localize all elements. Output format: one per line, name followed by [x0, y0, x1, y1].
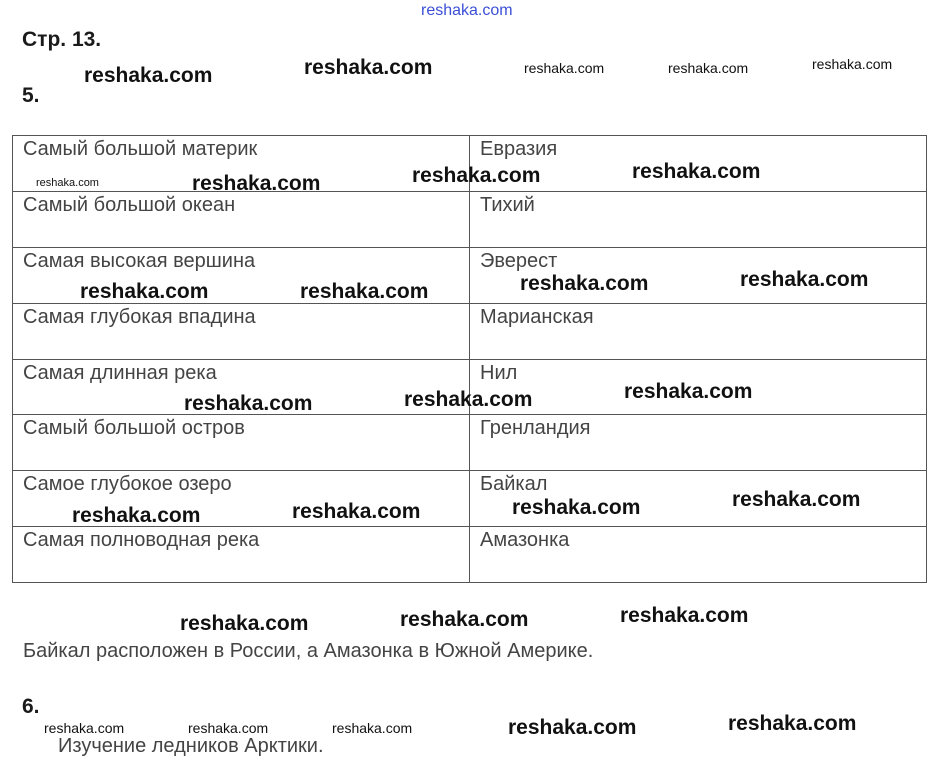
watermark: reshaka.com	[300, 280, 429, 303]
table-row	[13, 191, 927, 247]
watermark: reshaka.com	[740, 268, 869, 291]
table-row	[13, 527, 927, 583]
question-cell: Самая полноводная река	[13, 527, 470, 583]
watermark: reshaka.com	[512, 496, 641, 519]
answer-cell: Марианская	[470, 303, 927, 359]
watermark: reshaka.com	[404, 388, 533, 411]
table-row	[13, 303, 927, 359]
question-cell: Самая высокая вершина	[13, 247, 470, 303]
watermark: reshaka.com	[180, 612, 309, 635]
answer-cell: Тихий	[470, 191, 927, 247]
question-cell: Самый большой материк	[13, 136, 470, 192]
watermark: reshaka.com	[412, 164, 541, 187]
answer-cell: Гренландия	[470, 415, 927, 471]
watermark: reshaka.com	[84, 64, 213, 87]
page-label: Стр. 13.	[22, 28, 102, 51]
watermark: reshaka.com	[188, 720, 269, 736]
task-5-number: 5.	[22, 84, 40, 107]
watermark: reshaka.com	[292, 500, 421, 523]
answer-cell: Нил	[470, 359, 927, 415]
task-5-note: Байкал расположен в России, а Амазонка в Южной Америке.	[23, 640, 594, 662]
watermark: reshaka.com	[304, 56, 433, 79]
watermark: reshaka.com	[620, 604, 749, 627]
table-row	[13, 415, 927, 471]
question-cell: Самая глубокая впадина	[13, 303, 470, 359]
watermark: reshaka.com	[36, 177, 99, 189]
question-cell: Самый большой остров	[13, 415, 470, 471]
task-6-answer: Изучение ледников Арктики.	[58, 735, 324, 757]
watermark: reshaka.com	[668, 60, 749, 76]
watermark: reshaka.com	[520, 272, 649, 295]
watermark: reshaka.com	[728, 712, 857, 735]
watermark: reshaka.com	[400, 608, 529, 631]
watermark: reshaka.com	[192, 172, 321, 195]
answer-cell: Байкал	[470, 471, 927, 527]
watermark: reshaka.com	[44, 720, 125, 736]
question-cell: Самое глубокое озеро	[13, 471, 470, 527]
watermark: reshaka.com	[508, 716, 637, 739]
watermark: reshaka.com	[332, 720, 413, 736]
watermark: reshaka.com	[80, 280, 209, 303]
watermark: reshaka.com	[812, 56, 893, 72]
watermark: reshaka.com	[732, 488, 861, 511]
site-link[interactable]: reshaka.com	[421, 2, 513, 19]
answer-cell: Амазонка	[470, 527, 927, 583]
watermark: reshaka.com	[524, 60, 605, 76]
question-cell: Самый большой океан	[13, 191, 470, 247]
answer-cell: Эверест	[470, 247, 927, 303]
answer-cell: Евразия	[470, 136, 927, 192]
question-cell: Самая длинная река	[13, 359, 470, 415]
watermark: reshaka.com	[184, 392, 313, 415]
watermark: reshaka.com	[632, 160, 761, 183]
watermark: reshaka.com	[72, 504, 201, 527]
task-6-number: 6.	[22, 695, 40, 718]
watermark: reshaka.com	[624, 380, 753, 403]
